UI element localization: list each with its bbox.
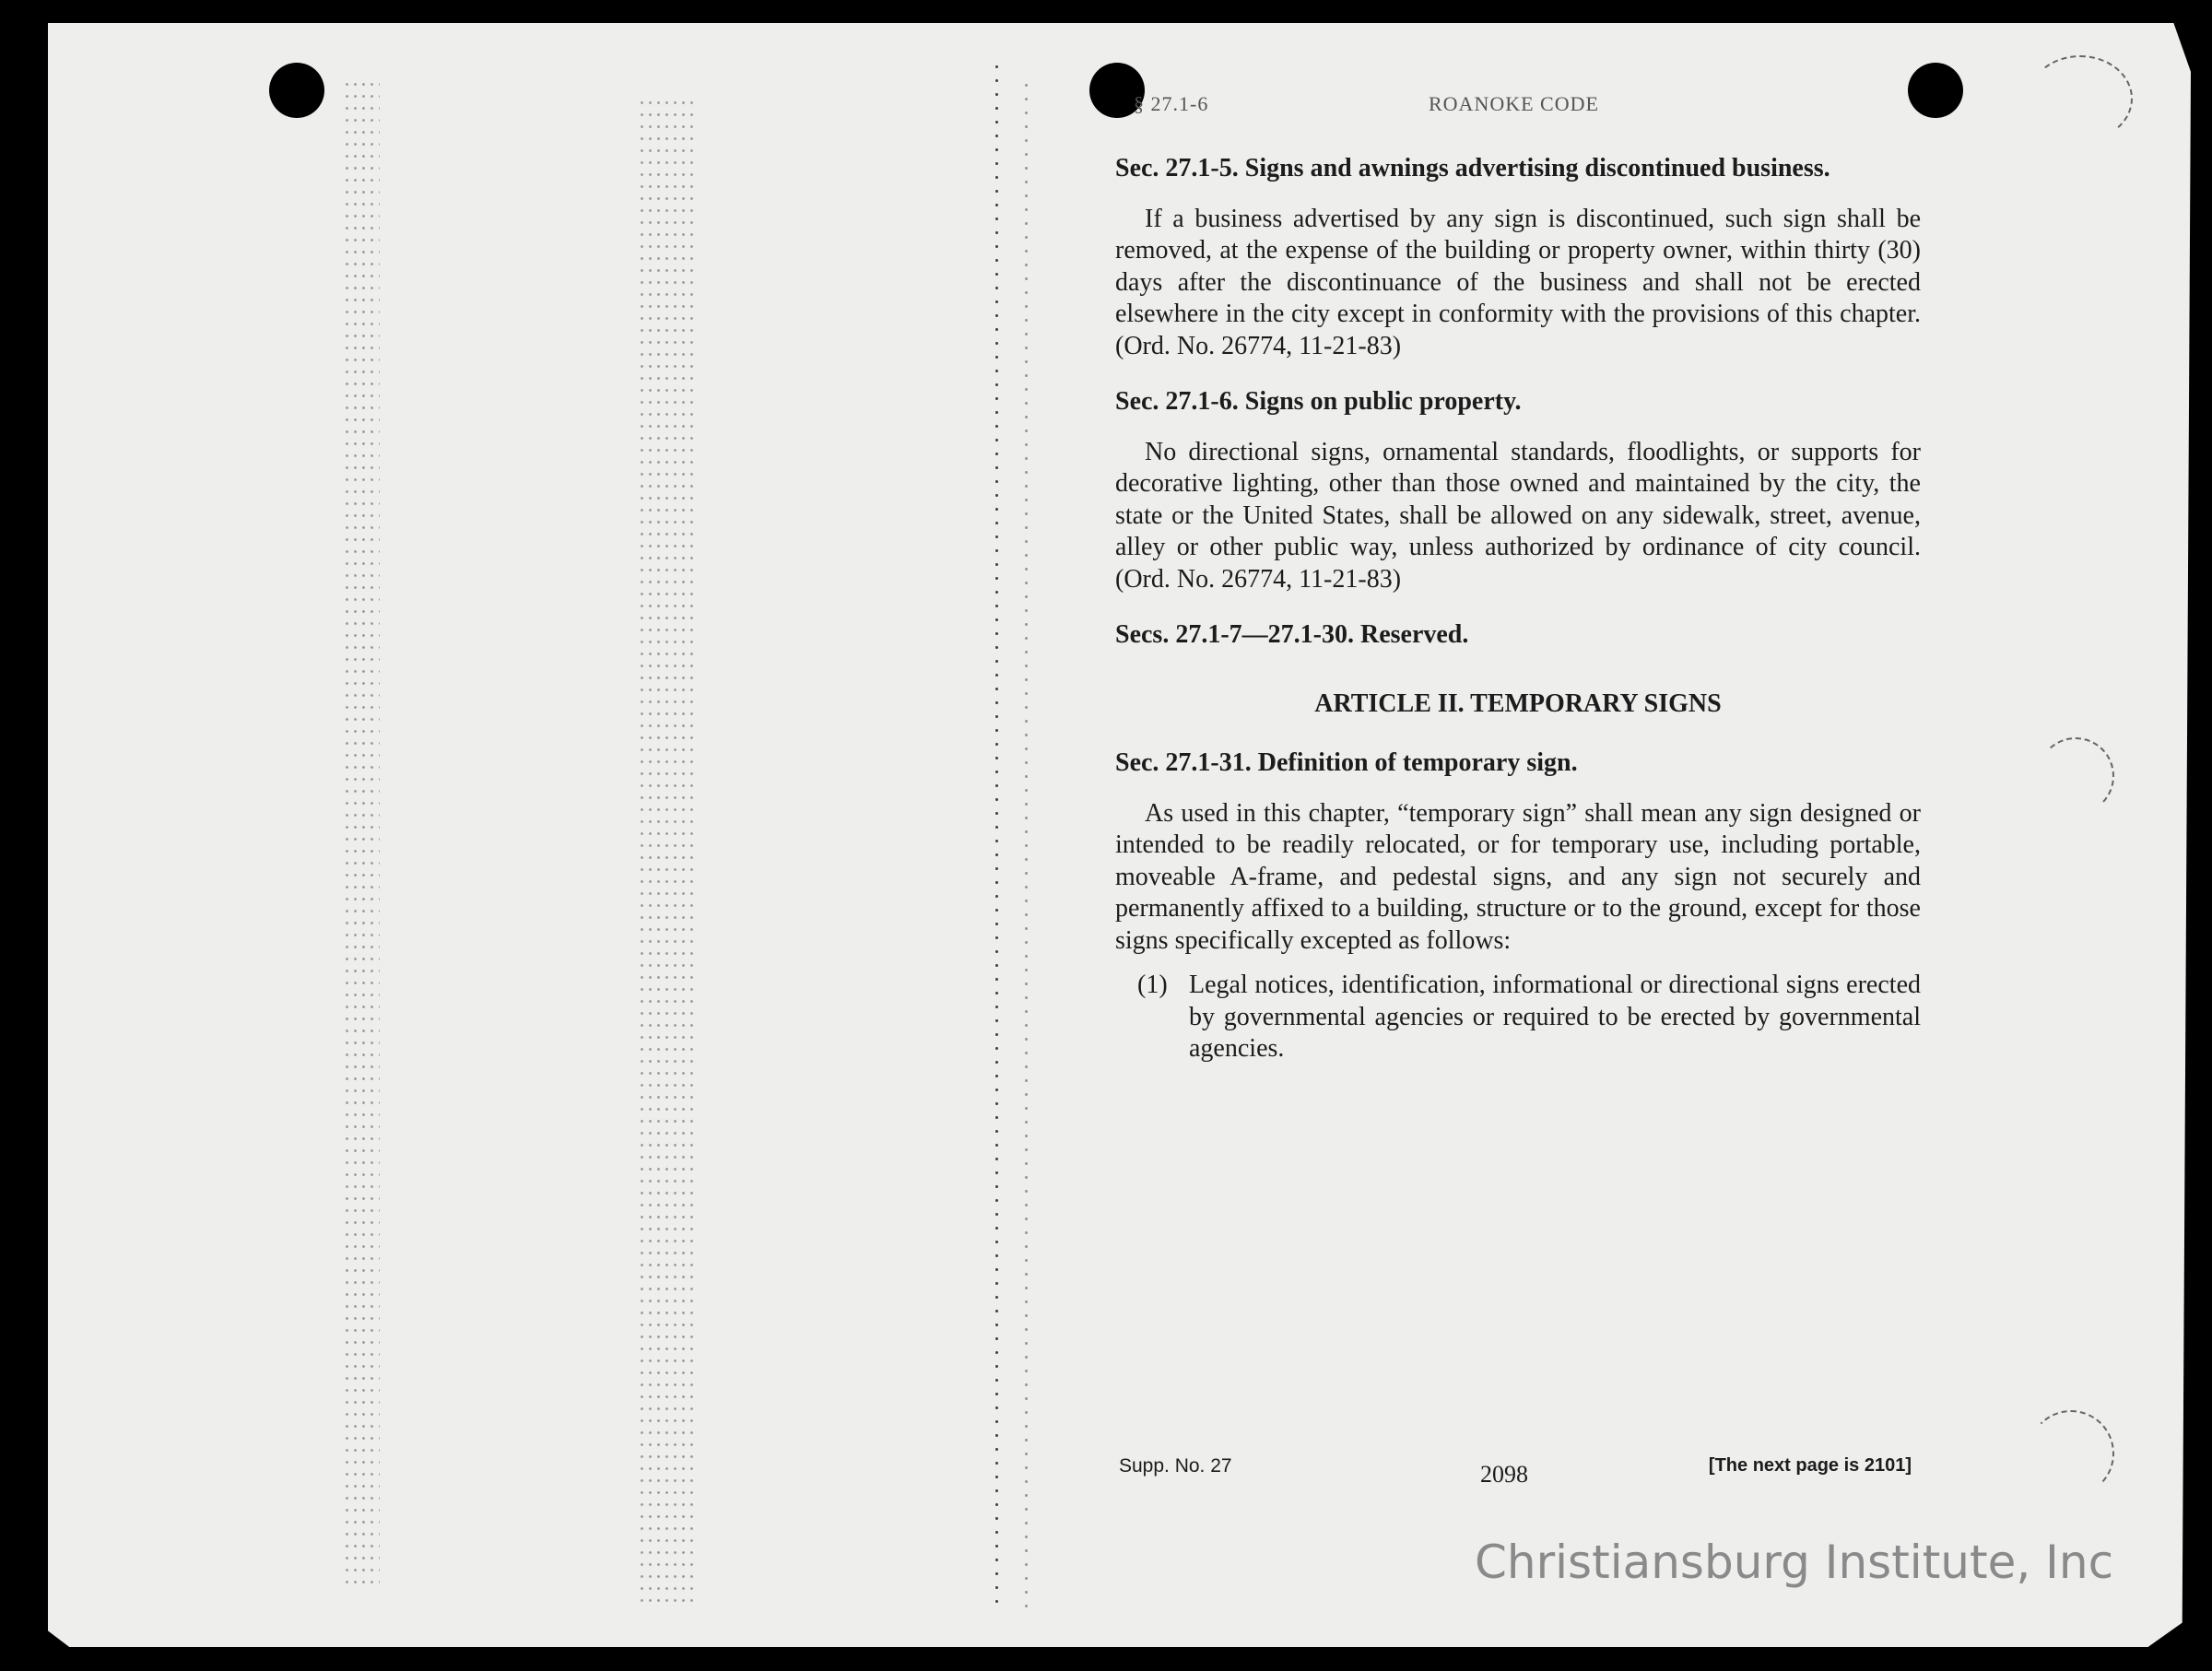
- fold-line: [995, 60, 998, 1608]
- section-body-27-1-5: If a business advertised by any sign is discontinued, such sign shall be removed, at the expense of the building or property owner, within thirty (30) days after the discontinuance of the business and shall not be erected elsewhere in the city except in conformity with the provisions of this chapter. (Ord. No. 26774, 11-21-83): [1115, 204, 1921, 360]
- section-title-27-1-31: Sec. 27.1-31. Definition of temporary sign.: [1115, 748, 1578, 777]
- ring-mark-bottom: [2028, 1410, 2114, 1497]
- section-body-27-1-31: As used in this chapter, “temporary sign” shall mean any sign designed or intended to be readily relocated, or for temporary use, including portable, moveable A-frame, and pedestal signs, and any sign not securely and permanently affixed to a building, structure or to the ground, except for those signs specifically excepted as follows:: [1115, 798, 1921, 955]
- section-title-27-1-6: Sec. 27.1-6. Signs on public property.: [1115, 387, 1522, 416]
- fold-line-secondary: [1025, 78, 1028, 1608]
- header-section-number: § 27.1-6: [1134, 92, 1209, 115]
- footer-supplement: Supp. No. 27: [1119, 1455, 1232, 1477]
- section-title-reserved: Secs. 27.1-7—27.1-30. Reserved.: [1115, 620, 1469, 649]
- section-body-27-1-6: No directional signs, ornamental standards, floodlights, or supports for decorative lighting, other than those owned and maintained by the city, the state or the United States, shall be allowed on any sidewalk, street, avenue, alley or other public way, unless authorized by ordinance of city council. (Ord. No. 26774, 11-21-83): [1115, 437, 1921, 594]
- punch-hole-right: [1908, 63, 1963, 118]
- list-item: [1137, 970, 1921, 1065]
- text-column: [1115, 153, 1921, 1065]
- ring-mark-middle: [2037, 737, 2114, 815]
- bleed-through-dots-left: [343, 78, 380, 1590]
- footer-next-page-note: [The next page is 2101]: [1708, 1455, 1912, 1476]
- list-item-number: (1): [1137, 971, 1168, 999]
- header-code-title: ROANOKE CODE: [1429, 92, 1599, 115]
- footer-page-number: 2098: [1480, 1461, 1528, 1488]
- punch-hole-left: [269, 63, 324, 118]
- list-item-text: Legal notices, identification, informational or directional signs erected by governmental agencies or required to be erected by governmental agencies.: [1189, 971, 1921, 1063]
- bleed-through-dots-middle: [638, 97, 693, 1608]
- section-title-27-1-5: Sec. 27.1-5. Signs and awnings advertising discontinued business.: [1115, 154, 1830, 182]
- article-heading: ARTICLE II. TEMPORARY SIGNS: [1314, 688, 1722, 718]
- page-footer: [1119, 1452, 1912, 1489]
- ring-mark-top: [2028, 55, 2133, 142]
- watermark: Christiansburg Institute, Inc: [1475, 1536, 2114, 1589]
